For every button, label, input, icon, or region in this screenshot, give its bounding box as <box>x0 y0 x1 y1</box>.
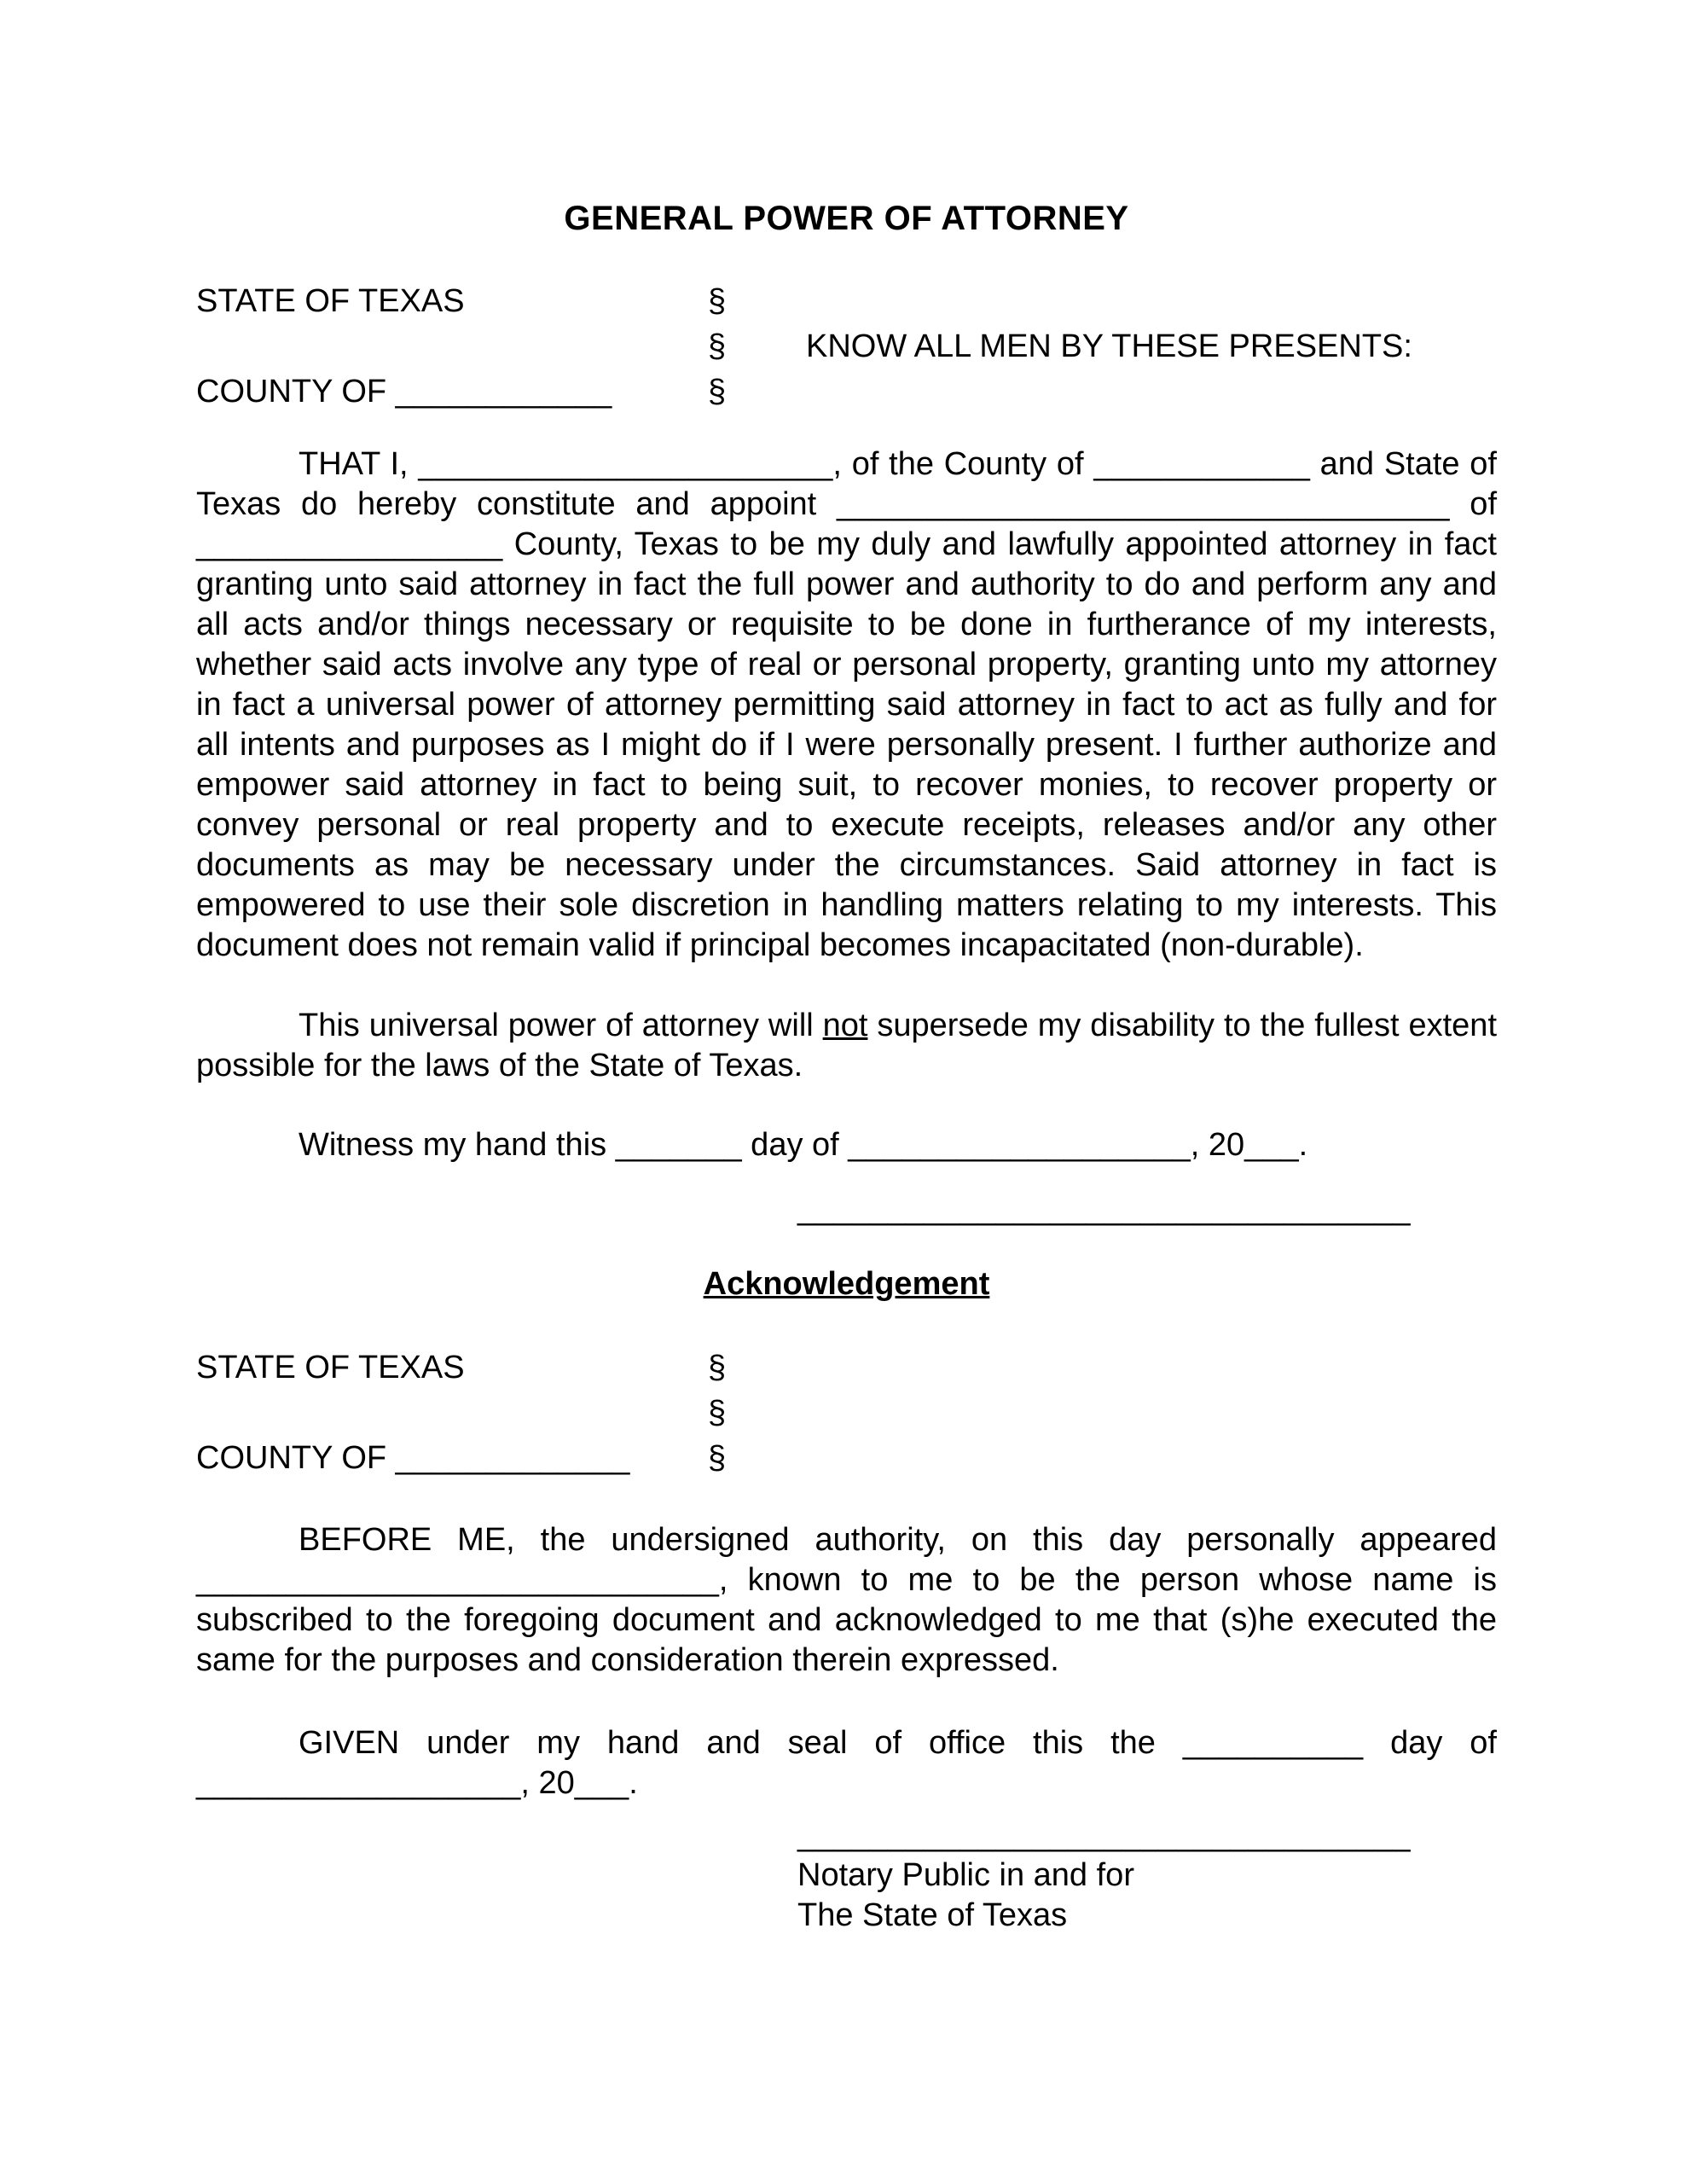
notary-signature-line: __________________________________ <box>797 1817 1411 1853</box>
venue-top-county-blank: COUNTY OF ____________ <box>196 374 612 410</box>
venue-block-acknowledgement <box>196 1345 1497 1481</box>
section-symbol: § <box>708 374 727 410</box>
notary-signature-block <box>797 1815 1497 1936</box>
venue-block-top <box>196 279 1497 415</box>
disability-word-not: not <box>822 1008 868 1043</box>
section-symbol: § <box>708 328 727 364</box>
notary-title-line1: Notary Public in and for <box>797 1857 1134 1893</box>
venue-ack-row-middle <box>196 1391 1497 1436</box>
disability-text-after: supersede my disability to the fullest extent possible for the laws of the State of Texas. <box>196 1008 1497 1083</box>
venue-top-row-presents <box>196 324 1497 369</box>
know-all-men-text: KNOW ALL MEN BY THESE PRESENTS: <box>806 328 1412 364</box>
paragraph-given-under-hand: GIVEN under my hand and seal of office this the __________ day of __________________, 20___. <box>196 1725 1497 1801</box>
paragraph-grant-of-authority: THAT I, _______________________, of the County of ____________ and State of Texas do hereby constitute and appoint __________________________________ of _________________ County, Texas to be my duly and lawfully appointed attorney in fact granting unto said attorney in fact the full power and authority to do and perform any and all acts and/or things necessary or requisite to be done in furtherance of my interests, whether said acts involve any type of real or personal property, granting unto my attorney in fact a universal power of attorney permitting said attorney in fact to act as fully and for all intents and purposes as I might do if I were personally present. I further authorize and empower said attorney in fact to being suit, to recover monies, to recover property or convey personal or real property and to execute receipts, releases and/or any other documents as may be necessary under the circumstances. Said attorney in fact is empowered to use their sole discretion in handling matters relating to my interests. This document does not remain valid if principal becomes incapacitated (non-durable). <box>196 446 1497 963</box>
paragraph-disability <box>196 1006 1497 1086</box>
section-symbol: § <box>708 1440 727 1476</box>
venue-ack-row-state <box>196 1345 1497 1391</box>
section-symbol: § <box>708 1395 727 1431</box>
acknowledgement-heading: Acknowledgement <box>703 1266 990 1302</box>
venue-top-state-label: STATE OF TEXAS <box>196 283 465 319</box>
venue-top-row-county <box>196 369 1497 415</box>
venue-ack-row-county <box>196 1436 1497 1481</box>
witness-line: Witness my hand this _______ day of ___________________, 20___. <box>299 1127 1308 1163</box>
principal-signature-line: __________________________________ <box>797 1191 1411 1227</box>
notary-title-line2: The State of Texas <box>797 1897 1068 1933</box>
section-symbol: § <box>708 283 727 319</box>
venue-ack-state-label: STATE OF TEXAS <box>196 1350 465 1385</box>
section-symbol: § <box>708 1350 727 1385</box>
venue-top-row-state <box>196 279 1497 324</box>
venue-ack-county-blank: COUNTY OF _____________ <box>196 1440 630 1476</box>
page-title: GENERAL POWER OF ATTORNEY <box>564 200 1129 237</box>
paragraph-before-me: BEFORE ME, the undersigned authority, on this day personally appeared _____________________________, known to me to be the person whose name is subscribed to the foregoing document and acknowledged to me that (s)he executed the same for the purposes and consideration therein expressed. <box>196 1522 1497 1678</box>
disability-text-before: This universal power of attorney will <box>299 1008 823 1043</box>
